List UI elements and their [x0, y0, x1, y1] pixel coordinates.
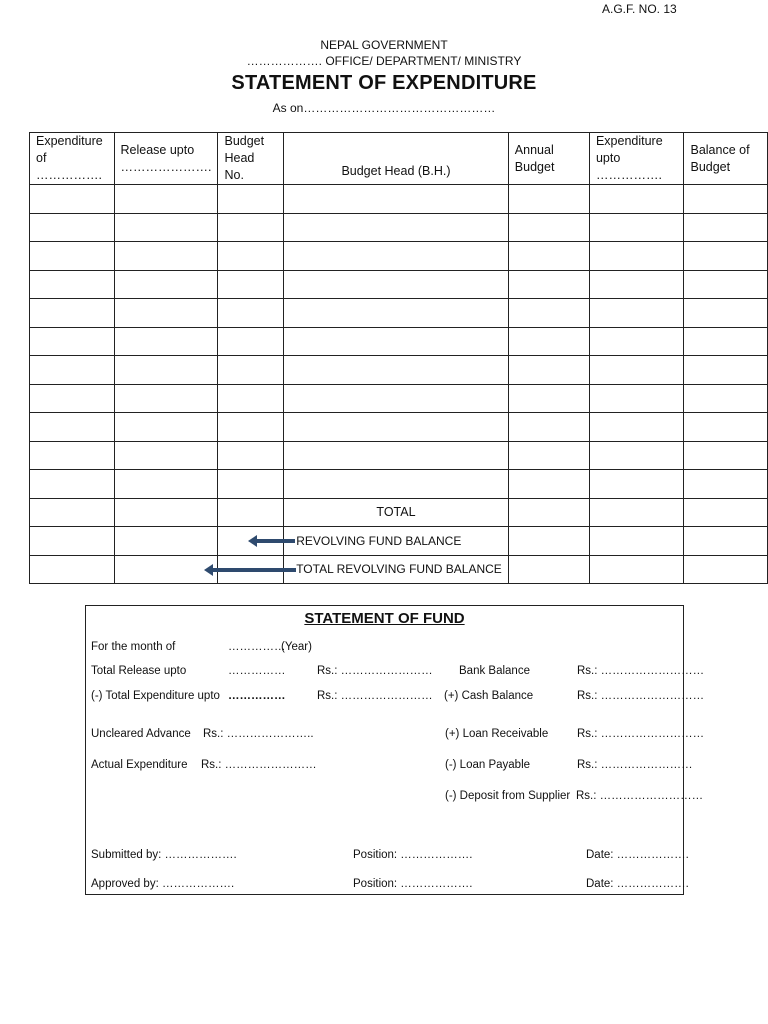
table-cell[interactable] [508, 299, 589, 328]
table-cell[interactable] [218, 185, 284, 214]
uncleared-advance-amount[interactable]: Rs.: ………………….. [203, 728, 314, 740]
table-cell[interactable] [508, 555, 589, 584]
table-cell[interactable] [284, 213, 509, 242]
table-cell[interactable] [284, 185, 509, 214]
table-row [30, 213, 768, 242]
cash-balance-amount[interactable]: Rs.: ……………………… [577, 690, 705, 702]
table-cell[interactable] [684, 356, 768, 385]
table-cell[interactable] [589, 413, 684, 442]
loan-payable-label: (-) Loan Payable [445, 759, 531, 771]
table-cell[interactable] [508, 470, 589, 499]
total-row [30, 498, 768, 527]
submitted-by-field[interactable]: Submitted by: ………………. [91, 849, 237, 861]
table-cell[interactable] [589, 498, 684, 527]
table-cell[interactable] [114, 270, 218, 299]
table-cell[interactable] [508, 498, 589, 527]
table-cell[interactable] [218, 299, 284, 328]
table-cell[interactable] [30, 185, 115, 214]
table-cell[interactable] [284, 413, 509, 442]
table-cell[interactable] [684, 527, 768, 556]
table-cell[interactable] [508, 527, 589, 556]
month-field[interactable]: …………… [228, 641, 286, 653]
column-header: Budget Head No. [218, 133, 284, 185]
table-cell[interactable] [218, 384, 284, 413]
total-expenditure-amount[interactable]: Rs.: …………………… [317, 690, 433, 702]
table-cell[interactable] [684, 441, 768, 470]
statement-of-fund-box [85, 605, 705, 895]
table-cell[interactable] [284, 327, 509, 356]
loan-receivable-amount[interactable]: Rs.: ……………………… [577, 728, 705, 740]
table-cell[interactable] [30, 384, 115, 413]
table-row [30, 384, 768, 413]
table-cell[interactable] [114, 384, 218, 413]
submitted-date-field[interactable]: Date: ………………. [586, 849, 689, 861]
table-cell[interactable] [30, 356, 115, 385]
table-cell[interactable] [684, 299, 768, 328]
table-cell[interactable] [284, 299, 509, 328]
table-cell[interactable] [508, 384, 589, 413]
table-cell[interactable] [508, 213, 589, 242]
left-arrow-icon [212, 568, 296, 572]
table-cell[interactable] [30, 213, 115, 242]
deposit-supplier-label: (-) Deposit from Supplier [445, 790, 571, 802]
revolving-fund-label: REVOLVING FUND BALANCE [284, 527, 509, 556]
table-row [30, 441, 768, 470]
table-cell[interactable] [684, 555, 768, 584]
table-cell[interactable] [114, 242, 218, 271]
table-cell[interactable] [218, 327, 284, 356]
approved-by-field[interactable]: Approved by: ………………. [91, 878, 235, 890]
government-heading: NEPAL GOVERNMENT [320, 38, 448, 52]
page-title: STATEMENT OF EXPENDITURE [231, 72, 537, 94]
table-cell[interactable] [589, 299, 684, 328]
table-cell[interactable] [284, 270, 509, 299]
table-cell[interactable] [589, 185, 684, 214]
table-cell[interactable] [508, 413, 589, 442]
total-expenditure-field[interactable]: …………… [228, 690, 286, 702]
loan-payable-amount[interactable]: Rs.: …………………… [577, 759, 693, 771]
table-cell[interactable] [589, 356, 684, 385]
total-release-amount[interactable]: Rs.: …………………… [317, 665, 433, 677]
table-cell[interactable] [508, 242, 589, 271]
actual-expenditure-amount[interactable]: Rs.: …………………… [201, 759, 317, 771]
table-cell[interactable] [30, 555, 115, 584]
table-cell[interactable] [30, 527, 115, 556]
table-cell[interactable] [684, 384, 768, 413]
year-label: (Year) [281, 641, 312, 653]
total-revolving-fund-row [30, 555, 768, 584]
uncleared-advance-label: Uncleared Advance [91, 728, 191, 740]
table-cell[interactable] [589, 327, 684, 356]
table-cell[interactable] [589, 441, 684, 470]
office-heading: ………………. OFFICE/ DEPARTMENT/ MINISTRY [246, 54, 522, 68]
table-row [30, 185, 768, 214]
bank-balance-label: Bank Balance [459, 665, 530, 677]
column-header: Annual Budget [508, 133, 589, 185]
table-cell[interactable] [684, 327, 768, 356]
fund-title: STATEMENT OF FUND [304, 610, 465, 627]
table-cell[interactable] [114, 441, 218, 470]
as-on-date: As on………………………………………… [272, 101, 496, 115]
form-number: A.G.F. NO. 13 [602, 2, 677, 16]
table-cell[interactable] [684, 470, 768, 499]
table-row [30, 356, 768, 385]
table-cell[interactable] [218, 213, 284, 242]
column-header: Budget Head (B.H.) [284, 133, 509, 185]
table-cell[interactable] [114, 498, 218, 527]
table-row [30, 242, 768, 271]
cash-balance-label: (+) Cash Balance [444, 690, 534, 702]
table-cell[interactable] [218, 242, 284, 271]
revolving-fund-row [30, 527, 768, 556]
actual-expenditure-label: Actual Expenditure [91, 759, 188, 771]
deposit-supplier-amount[interactable]: Rs.: ……………………… [576, 790, 704, 802]
table-cell[interactable] [218, 441, 284, 470]
table-cell[interactable] [114, 327, 218, 356]
column-header: Expenditure of ……………. [30, 133, 115, 185]
table-cell[interactable] [589, 270, 684, 299]
left-arrow-icon [256, 539, 295, 543]
table-cell[interactable] [114, 213, 218, 242]
approved-position-field[interactable]: Position: ………………. [353, 878, 473, 890]
column-header: Expenditure upto ……………. [589, 133, 684, 185]
table-row [30, 299, 768, 328]
table-cell[interactable] [30, 413, 115, 442]
month-label: For the month of [91, 641, 176, 653]
table-cell[interactable] [589, 384, 684, 413]
table-row [30, 327, 768, 356]
column-header: Balance of Budget [684, 133, 768, 185]
table-row [30, 470, 768, 499]
approved-date-field[interactable]: Date: ………………. [586, 878, 689, 890]
table-cell[interactable] [114, 299, 218, 328]
table-cell[interactable] [284, 242, 509, 271]
table-cell[interactable] [114, 470, 218, 499]
table-cell[interactable] [114, 356, 218, 385]
bank-balance-amount[interactable]: Rs.: ……………………… [577, 665, 705, 677]
table-cell[interactable] [284, 384, 509, 413]
table-cell[interactable] [684, 242, 768, 271]
total-expenditure-label: (-) Total Expenditure upto [91, 690, 220, 702]
table-cell[interactable] [508, 185, 589, 214]
table-cell[interactable] [218, 356, 284, 385]
table-cell[interactable] [218, 527, 284, 556]
table-cell[interactable] [30, 441, 115, 470]
total-release-label: Total Release upto [91, 665, 187, 677]
total-release-field[interactable]: …………… [228, 665, 286, 677]
table-cell[interactable] [30, 470, 115, 499]
table-cell[interactable] [508, 327, 589, 356]
table-row [30, 413, 768, 442]
submitted-position-field[interactable]: Position: ………………. [353, 849, 473, 861]
table-row [30, 270, 768, 299]
table-cell[interactable] [30, 327, 115, 356]
table-cell[interactable] [589, 242, 684, 271]
table-cell[interactable] [684, 213, 768, 242]
table-cell[interactable] [114, 185, 218, 214]
table-cell[interactable] [284, 356, 509, 385]
table-cell[interactable] [30, 270, 115, 299]
table-cell[interactable] [508, 356, 589, 385]
table-cell[interactable] [589, 555, 684, 584]
table-cell[interactable] [284, 441, 509, 470]
table-cell[interactable] [114, 527, 218, 556]
table-cell[interactable] [684, 185, 768, 214]
table-cell[interactable] [589, 470, 684, 499]
total-revolving-fund-label: TOTAL REVOLVING FUND BALANCE [284, 555, 509, 584]
table-cell[interactable] [218, 413, 284, 442]
table-cell[interactable] [218, 470, 284, 499]
table-cell[interactable] [114, 413, 218, 442]
total-label: TOTAL [284, 498, 509, 527]
table-cell[interactable] [114, 555, 218, 584]
table-cell[interactable] [30, 242, 115, 271]
table-cell[interactable] [30, 299, 115, 328]
table-cell[interactable] [30, 498, 115, 527]
table-cell[interactable] [508, 441, 589, 470]
table-cell[interactable] [508, 270, 589, 299]
table-cell[interactable] [684, 270, 768, 299]
table-cell[interactable] [589, 213, 684, 242]
expenditure-table [29, 132, 768, 584]
table-cell[interactable] [218, 555, 284, 584]
table-cell[interactable] [684, 413, 768, 442]
table-cell[interactable] [218, 270, 284, 299]
table-cell[interactable] [218, 498, 284, 527]
table-cell[interactable] [684, 498, 768, 527]
table-header-row [30, 133, 768, 185]
loan-receivable-label: (+) Loan Receivable [445, 728, 549, 740]
column-header: Release upto …………………. [114, 133, 218, 185]
table-cell[interactable] [589, 527, 684, 556]
table-cell[interactable] [284, 470, 509, 499]
table-body [30, 185, 768, 499]
